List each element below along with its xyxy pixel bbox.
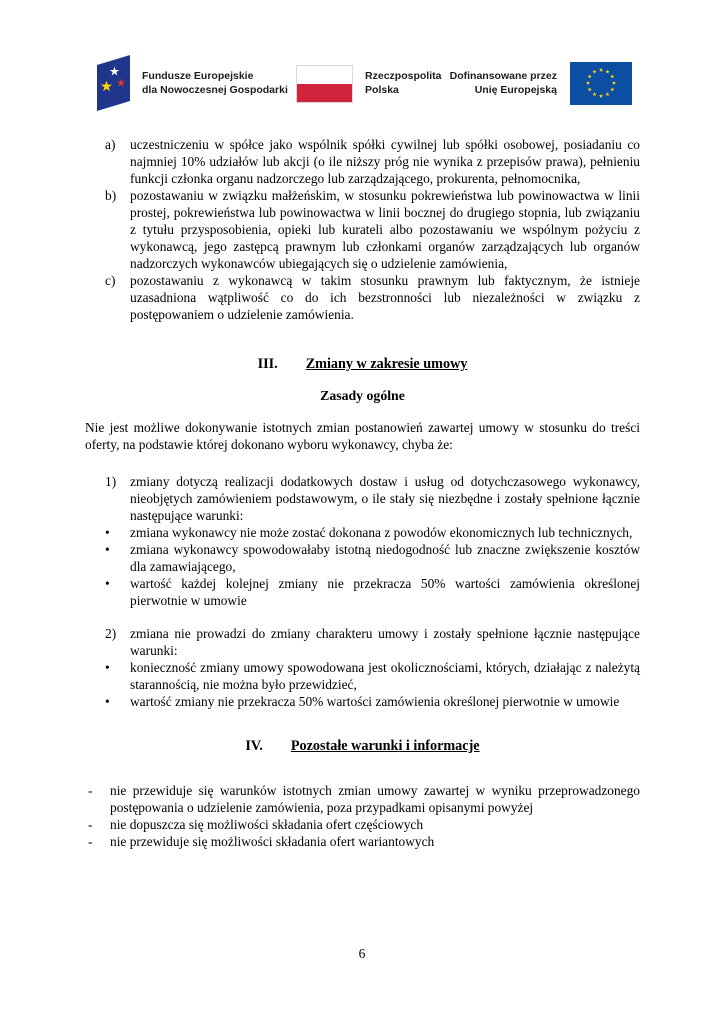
item-marker: 2) bbox=[105, 626, 117, 641]
bullet-marker: • bbox=[105, 660, 110, 675]
eu-logo-line1: Dofinansowane przez bbox=[449, 70, 557, 82]
eu-logo-group bbox=[450, 62, 632, 105]
fe-logo-line2: dla Nowoczesnej Gospodarki bbox=[142, 83, 288, 96]
bullet-item bbox=[105, 524, 640, 541]
poland-logo-group bbox=[296, 65, 441, 103]
dash-marker: - bbox=[88, 783, 93, 798]
item-text: zmiana nie prowadzi do zmiany charakteru umowy i zostały spełnione łącznie następujące warunki: bbox=[130, 626, 640, 658]
bullet-text: zmiana wykonawcy spowodowałaby istotną niedogodność lub znaczne zwiększenie kosztów dla zamawiającego, bbox=[130, 542, 640, 574]
section4-heading bbox=[85, 738, 640, 755]
bullet-text: wartość zmiany nie przekracza 50% wartości zamówienia określonej pierwotnie w umowie bbox=[130, 694, 620, 709]
eu-logo-line2: Unię Europejską bbox=[474, 83, 557, 96]
section3-heading bbox=[85, 356, 640, 373]
dash-text: nie przewiduje się możliwości składania ofert wariantowych bbox=[110, 834, 435, 849]
bullet-text: konieczność zmiany umowy spowodowana jest okolicznościami, których, działając z należytą starannością, nie można było przewidzieć, bbox=[130, 660, 640, 692]
dash-marker: - bbox=[88, 817, 93, 832]
bullet-text: zmiana wykonawcy nie może zostać dokonana z powodów ekonomicznych lub technicznych, bbox=[130, 525, 633, 540]
item-marker: b) bbox=[105, 188, 117, 203]
bullet-marker: • bbox=[105, 694, 110, 709]
fe-flag-icon bbox=[97, 55, 131, 112]
dash-marker: - bbox=[88, 834, 93, 849]
dash-text: nie dopuszcza się możliwości składania ofert częściowych bbox=[110, 817, 424, 832]
bullet-item bbox=[105, 693, 640, 710]
item-text: pozostawaniu z wykonawcą w takim stosunku prawnym lub faktycznym, że istnieje uzasadniona wątpliwość co do ich bezstronności lub niezależności w związku z postępowaniem o udzielenie zamówienia. bbox=[130, 273, 640, 322]
fe-logo-line1: Fundusze Europejskie bbox=[142, 70, 254, 82]
bullet-item bbox=[105, 575, 640, 609]
section4-number: IV. bbox=[245, 738, 263, 754]
fe-logo-label bbox=[142, 70, 288, 97]
section4-title: Pozostałe warunki i informacje bbox=[290, 738, 480, 754]
section3-subtitle: Zasady ogólne bbox=[320, 388, 405, 403]
item-marker: 1) bbox=[105, 474, 117, 489]
dash-text: nie przewiduje się warunków istotnych zmian umowy zawartej w wyniku przeprowadzonego postępowania o udzielenie zamówienia, poza przypadkami opisanymi powyżej bbox=[110, 783, 640, 815]
bullet-text: wartość każdej kolejnej zmiany nie przekracza 50% wartości zamówienia określonej pierwotnie w umowie bbox=[130, 576, 640, 608]
poland-logo-label bbox=[365, 70, 441, 97]
eu-logo-label bbox=[450, 70, 557, 97]
poland-logo-line2: Polska bbox=[365, 83, 399, 96]
bullet-marker: • bbox=[105, 525, 110, 540]
document-body bbox=[85, 136, 640, 850]
item-marker: c) bbox=[105, 273, 116, 288]
numbered-item-2 bbox=[105, 625, 640, 659]
section3-intro-paragraph: Nie jest możliwe dokonywanie istotnych zmian postanowień zawartej umowy w stosunku do treści oferty, na podstawie której dokonano wyboru wykonawcy, chyba że: bbox=[85, 420, 640, 452]
lettered-item-c bbox=[105, 272, 640, 323]
poland-logo-line1: Rzeczpospolita bbox=[365, 70, 442, 82]
lettered-item-b bbox=[105, 187, 640, 272]
item-text: uczestniczeniu w spółce jako wspólnik spółki cywilnej lub spółki osobowej, posiadaniu co najmniej 10% udziałów lub akcji (o ile niższy próg nie wynika z przepisów prawa), pełnieniu funkcji członka organu nadzorczego lub zarządzającego, prokurenta, pełnomocnika, bbox=[130, 137, 640, 186]
page-number: 6 bbox=[358, 946, 366, 961]
eu-flag-icon bbox=[570, 62, 632, 105]
dash-item bbox=[88, 833, 640, 850]
poland-flag-white bbox=[297, 66, 352, 84]
poland-flag-icon bbox=[296, 65, 353, 103]
section3-title: Zmiany w zakresie umowy bbox=[305, 356, 468, 372]
section3-number: III. bbox=[257, 356, 278, 372]
item-text: pozostawaniu w związku małżeńskim, w stosunku pokrewieństwa lub powinowactwa w linii prostej, pokrewieństwa lub powinowactwa w linii bocznej do drugiego stopnia, lub związaniu z tytułu przysposobienia, opieki lub kurateli albo pozostawaniu we wspólnym pożyciu z wykonawcą, jego zastępcą prawnym lub członkami organów zarządzających lub organów nadzorczych wykonawców ubiegających się o udzielenie zamówienia, bbox=[130, 188, 640, 271]
poland-flag-red bbox=[297, 84, 352, 102]
numbered-item-1 bbox=[105, 473, 640, 524]
bullet-item bbox=[105, 541, 640, 575]
dash-item bbox=[88, 782, 640, 816]
item-marker: a) bbox=[105, 137, 116, 152]
bullet-marker: • bbox=[105, 542, 110, 557]
lettered-item-a bbox=[105, 136, 640, 187]
item-text: zmiany dotyczą realizacji dodatkowych dostaw i usług od dotychczasowego wykonawcy, nieobjętych zamówieniem podstawowym, o ile stały się niezbędne i zostały spełnione łącznie następujące warunki: bbox=[130, 474, 640, 523]
bullet-marker: • bbox=[105, 576, 110, 591]
bullet-item bbox=[105, 659, 640, 693]
fe-logo-group bbox=[97, 55, 288, 112]
funding-logos-header bbox=[0, 0, 724, 112]
dash-item bbox=[88, 816, 640, 833]
